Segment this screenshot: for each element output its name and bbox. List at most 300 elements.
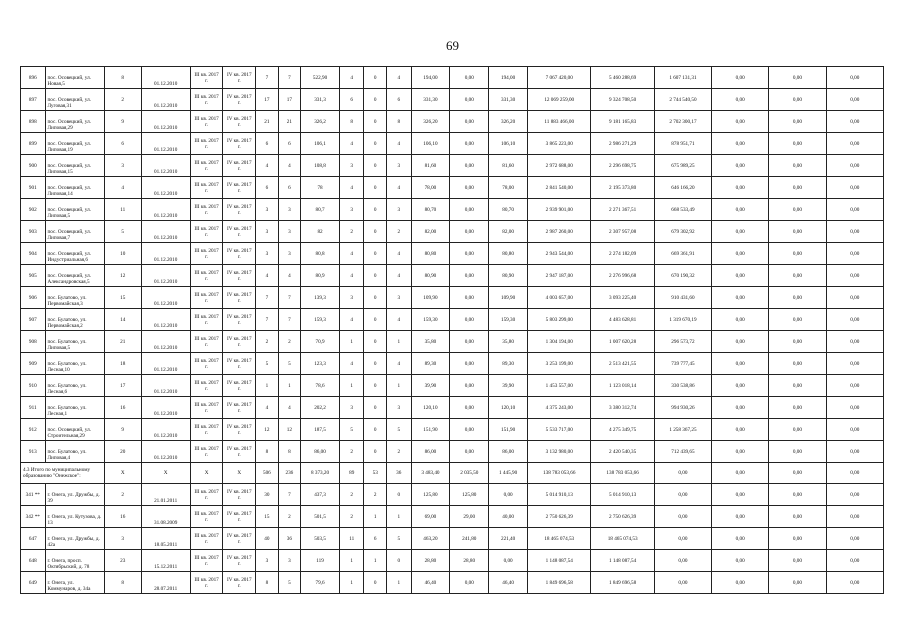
- cell-rooms-total: 6: [339, 89, 364, 111]
- cell-residents-total: 4: [256, 397, 278, 419]
- cell-area-total: 501,5: [301, 506, 340, 528]
- table-row: [21, 419, 884, 441]
- cell-cost-municipal: 0,00: [712, 199, 769, 221]
- cell-row-number: 909: [21, 353, 46, 375]
- cell-area-total: 78: [301, 177, 340, 199]
- cell-cost-municipal: 0,00: [712, 353, 769, 375]
- cell-recognition-date: 01.12.2010: [141, 67, 190, 89]
- cell-residents-to-resettle: 17: [278, 89, 300, 111]
- cell-rooms-private: 0: [364, 572, 386, 594]
- cell-address: пос. Осовецкий, ул. Строительная,29: [45, 419, 104, 441]
- cell-cost-municipal: 0,00: [712, 528, 769, 550]
- cell-area-total: 82: [301, 221, 340, 243]
- cell-house-number: 6: [104, 133, 141, 155]
- cell-area-total: 437,3: [301, 484, 340, 506]
- cell-rooms-municipal: 4: [386, 243, 411, 265]
- cell-planned-end: IV кв. 2017 г.: [223, 331, 256, 353]
- cell-residents-to-resettle: 3: [278, 550, 300, 572]
- cell-planned-start: III кв. 2017 г.: [190, 155, 223, 177]
- cell-rooms-total: 5: [339, 419, 364, 441]
- cell-cost-total: 2 939 901,00: [528, 199, 591, 221]
- cell-residents-to-resettle: 7: [278, 309, 300, 331]
- cell-house-number: 9: [104, 419, 141, 441]
- table-row: [21, 287, 884, 309]
- page-number: 69: [446, 38, 459, 53]
- cell-row-number: 341 **: [21, 484, 46, 506]
- cell-cost-other: 0,00: [769, 375, 826, 397]
- cell-area-private: 0,00: [450, 287, 489, 309]
- cell-residents-total: 5: [256, 353, 278, 375]
- cell-area-total: 80,9: [301, 265, 340, 287]
- cell-area-private: 0,00: [450, 353, 489, 375]
- cell-area-municipal: 221,40: [489, 528, 528, 550]
- table-row: [21, 133, 884, 155]
- cell-rooms-municipal: 5: [386, 528, 411, 550]
- cell-cost-fund: 2 750 626,39: [591, 506, 654, 528]
- cell-cost-municipal: 0,00: [712, 221, 769, 243]
- cell-cost-extra: 0,00: [826, 375, 883, 397]
- cell-recognition-date: 21.01.2011: [141, 484, 190, 506]
- cell-area-resettled: 89,30: [411, 353, 450, 375]
- cell-address: пос. Осовецкий, ул. Липовая,19: [45, 133, 104, 155]
- cell-house-number: 9: [104, 111, 141, 133]
- cell-area-total: 106,1: [301, 133, 340, 155]
- cell-area-municipal: 80,70: [489, 199, 528, 221]
- cell-cost-region: 330 538,86: [654, 375, 711, 397]
- cell-cost-extra: 0,00: [826, 287, 883, 309]
- cell-cost-total: 1 849 696,58: [528, 572, 591, 594]
- cell-area-private: 0,00: [450, 199, 489, 221]
- cell-planned-start: III кв. 2017 г.: [190, 353, 223, 375]
- cell-area-municipal: 35,80: [489, 331, 528, 353]
- cell-planned-end: IV кв. 2017 г.: [223, 309, 256, 331]
- cell-house-number: 16: [104, 397, 141, 419]
- cell-cost-fund: 1 148 087,54: [591, 550, 654, 572]
- cell-residents-total: 17: [256, 89, 278, 111]
- cell-cost-extra: 0,00: [826, 397, 883, 419]
- cell-recognition-date: 31.08.2009: [141, 506, 190, 528]
- cell-rooms-private: 0: [364, 309, 386, 331]
- cell-cost-extra: 0,00: [826, 177, 883, 199]
- cell-cost-other: 0,00: [769, 287, 826, 309]
- cell-cost-municipal: 0,00: [712, 572, 769, 594]
- cell-recognition-date: 18.05.2011: [141, 528, 190, 550]
- cell-residents-total: 7: [256, 309, 278, 331]
- cell-rooms-total: 2: [339, 506, 364, 528]
- cell-planned-end: IV кв. 2017 г.: [223, 89, 256, 111]
- cell-planned-start: III кв. 2017 г.: [190, 550, 223, 572]
- cell-cost-region: 679 302,92: [654, 221, 711, 243]
- cell-recognition-date: X: [141, 463, 190, 484]
- cell-cost-municipal: 0,00: [712, 287, 769, 309]
- cell-house-number: X: [104, 463, 141, 484]
- cell-rooms-total: 1: [339, 572, 364, 594]
- cell-area-total: 86,00: [301, 441, 340, 463]
- cell-area-municipal: 86,00: [489, 441, 528, 463]
- cell-cost-other: 0,00: [769, 111, 826, 133]
- cell-address: пос. Булатово, ул. Первомайская,2: [45, 309, 104, 331]
- cell-rooms-total: 4: [339, 265, 364, 287]
- cell-area-private: 0,00: [450, 331, 489, 353]
- cell-rooms-total: 2: [339, 484, 364, 506]
- cell-cost-municipal: 0,00: [712, 375, 769, 397]
- cell-cost-total: 3 132 980,00: [528, 441, 591, 463]
- cell-planned-start: III кв. 2017 г.: [190, 89, 223, 111]
- cell-row-number: 906: [21, 287, 46, 309]
- cell-area-total: 187,5: [301, 419, 340, 441]
- cell-cost-extra: 0,00: [826, 265, 883, 287]
- cell-address: пос. Булатово, ул. Лесная,6: [45, 375, 104, 397]
- cell-house-number: 4: [104, 177, 141, 199]
- cell-rooms-private: 0: [364, 177, 386, 199]
- cell-cost-fund: 2 307 957,08: [591, 221, 654, 243]
- cell-area-private: 0,00: [450, 419, 489, 441]
- cell-area-private: 125,80: [450, 484, 489, 506]
- table-row: [21, 67, 884, 89]
- cell-cost-municipal: 0,00: [712, 265, 769, 287]
- cell-rooms-private: 6: [364, 528, 386, 550]
- cell-planned-end: IV кв. 2017 г.: [223, 375, 256, 397]
- cell-rooms-municipal: 4: [386, 353, 411, 375]
- cell-recognition-date: 01.12.2010: [141, 331, 190, 353]
- cell-area-municipal: 39,90: [489, 375, 528, 397]
- cell-area-private: 0,00: [450, 243, 489, 265]
- cell-residents-to-resettle: 7: [278, 287, 300, 309]
- cell-planned-end: IV кв. 2017 г.: [223, 528, 256, 550]
- cell-planned-end: IV кв. 2017 г.: [223, 221, 256, 243]
- cell-area-resettled: 151,90: [411, 419, 450, 441]
- cell-area-total: 202,2: [301, 397, 340, 419]
- cell-cost-fund: 2 276 996,68: [591, 265, 654, 287]
- cell-planned-end: IV кв. 2017 г.: [223, 243, 256, 265]
- cell-rooms-total: 4: [339, 353, 364, 375]
- cell-cost-fund: 3 380 312,74: [591, 397, 654, 419]
- cell-area-resettled: 46,40: [411, 572, 450, 594]
- cell-cost-fund: 9 324 708,50: [591, 89, 654, 111]
- cell-cost-extra: 0,00: [826, 111, 883, 133]
- cell-cost-total: 5 803 299,00: [528, 309, 591, 331]
- cell-rooms-private: 0: [364, 67, 386, 89]
- cell-cost-fund: 5 460 288,69: [591, 67, 654, 89]
- cell-rooms-total: 4: [339, 243, 364, 265]
- cell-area-private: 0,00: [450, 89, 489, 111]
- cell-area-total: 78,6: [301, 375, 340, 397]
- cell-planned-start: III кв. 2017 г.: [190, 243, 223, 265]
- cell-area-resettled: 28,80: [411, 550, 450, 572]
- cell-cost-region: 1 319 670,19: [654, 309, 711, 331]
- cell-rooms-municipal: 0: [386, 484, 411, 506]
- cell-area-municipal: 78,00: [489, 177, 528, 199]
- cell-area-total: 8 373,20: [301, 463, 340, 484]
- cell-planned-end: IV кв. 2017 г.: [223, 484, 256, 506]
- cell-cost-region: 0,00: [654, 506, 711, 528]
- cell-rooms-total: 4: [339, 67, 364, 89]
- cell-cost-fund: 9 181 165,83: [591, 111, 654, 133]
- cell-rooms-municipal: 4: [386, 265, 411, 287]
- cell-address: пос. Осовецкий, ул. Липовая,29: [45, 111, 104, 133]
- cell-cost-municipal: 0,00: [712, 484, 769, 506]
- cell-area-total: 108,8: [301, 155, 340, 177]
- cell-area-private: 0,00: [450, 111, 489, 133]
- table-row: [21, 528, 884, 550]
- table-row: [21, 177, 884, 199]
- cell-residents-total: 3: [256, 550, 278, 572]
- cell-cost-municipal: 0,00: [712, 463, 769, 484]
- cell-rooms-total: 4: [339, 177, 364, 199]
- cell-cost-region: 910 431,60: [654, 287, 711, 309]
- cell-cost-extra: 0,00: [826, 155, 883, 177]
- total-label: 4.3 Итого по муниципальному образованию "Онежское":: [21, 463, 105, 484]
- cell-cost-total: 5 014 910,13: [528, 484, 591, 506]
- cell-address: пос. Осовецкий, ул. Липовая,7: [45, 221, 104, 243]
- cell-cost-municipal: 0,00: [712, 243, 769, 265]
- cell-rooms-total: 3: [339, 397, 364, 419]
- cell-area-municipal: 1 445,90: [489, 463, 528, 484]
- cell-house-number: 16: [104, 506, 141, 528]
- cell-residents-to-resettle: 8: [278, 441, 300, 463]
- cell-house-number: 23: [104, 550, 141, 572]
- cell-cost-total: 2 750 626,39: [528, 506, 591, 528]
- cell-planned-start: III кв. 2017 г.: [190, 375, 223, 397]
- cell-cost-region: 296 573,72: [654, 331, 711, 353]
- cell-residents-total: 4: [256, 265, 278, 287]
- cell-area-total: 70,9: [301, 331, 340, 353]
- cell-area-resettled: 194,00: [411, 67, 450, 89]
- cell-rooms-private: 0: [364, 111, 386, 133]
- cell-cost-municipal: 0,00: [712, 155, 769, 177]
- cell-area-total: 123,3: [301, 353, 340, 375]
- cell-cost-municipal: 0,00: [712, 67, 769, 89]
- cell-cost-extra: 0,00: [826, 528, 883, 550]
- cell-cost-fund: 2 274 182,09: [591, 243, 654, 265]
- cell-rooms-total: 2: [339, 441, 364, 463]
- cell-cost-other: 0,00: [769, 550, 826, 572]
- cell-planned-start: III кв. 2017 г.: [190, 287, 223, 309]
- cell-area-total: 331,3: [301, 89, 340, 111]
- cell-area-private: 2 035,50: [450, 463, 489, 484]
- cell-rooms-municipal: 4: [386, 133, 411, 155]
- cell-cost-other: 0,00: [769, 331, 826, 353]
- cell-recognition-date: 01.12.2010: [141, 199, 190, 221]
- cell-planned-end: IV кв. 2017 г.: [223, 177, 256, 199]
- cell-area-municipal: 40,00: [489, 506, 528, 528]
- cell-area-private: 0,00: [450, 221, 489, 243]
- cell-residents-to-resettle: 4: [278, 397, 300, 419]
- table-row: [21, 484, 884, 506]
- cell-residents-total: 8: [256, 441, 278, 463]
- cell-rooms-private: 0: [364, 243, 386, 265]
- cell-area-resettled: 80,90: [411, 265, 450, 287]
- cell-recognition-date: 01.12.2010: [141, 309, 190, 331]
- cell-residents-total: 7: [256, 287, 278, 309]
- cell-area-total: 326,2: [301, 111, 340, 133]
- cell-area-total: 119: [301, 550, 340, 572]
- cell-cost-region: 670 190,32: [654, 265, 711, 287]
- cell-area-municipal: 109,90: [489, 287, 528, 309]
- cell-area-total: 79,6: [301, 572, 340, 594]
- cell-recognition-date: 01.12.2010: [141, 111, 190, 133]
- cell-area-private: 0,00: [450, 133, 489, 155]
- cell-area-resettled: 78,00: [411, 177, 450, 199]
- cell-row-number: 905: [21, 265, 46, 287]
- cell-residents-to-resettle: 236: [278, 463, 300, 484]
- cell-cost-fund: 4 275 349,75: [591, 419, 654, 441]
- cell-recognition-date: 01.12.2010: [141, 89, 190, 111]
- cell-rooms-municipal: 1: [386, 572, 411, 594]
- cell-cost-region: 878 951,71: [654, 133, 711, 155]
- cell-row-number: 907: [21, 309, 46, 331]
- cell-area-private: 0,00: [450, 177, 489, 199]
- cell-cost-total: 4 375 243,00: [528, 397, 591, 419]
- cell-cost-total: 5 533 717,00: [528, 419, 591, 441]
- cell-cost-total: 1 304 194,00: [528, 331, 591, 353]
- cell-recognition-date: 01.12.2010: [141, 133, 190, 155]
- cell-rooms-municipal: 5: [386, 419, 411, 441]
- cell-house-number: 8: [104, 67, 141, 89]
- cell-recognition-date: 01.12.2010: [141, 177, 190, 199]
- cell-area-municipal: 80,90: [489, 265, 528, 287]
- cell-address: г. Онега, ул. Дружбы, д. 42а: [45, 528, 104, 550]
- cell-residents-total: 4: [256, 155, 278, 177]
- cell-area-resettled: 125,80: [411, 484, 450, 506]
- cell-rooms-municipal: 1: [386, 375, 411, 397]
- cell-cost-extra: 0,00: [826, 463, 883, 484]
- cell-rooms-total: 11: [339, 528, 364, 550]
- cell-recognition-date: 01.12.2010: [141, 155, 190, 177]
- cell-area-private: 0,00: [450, 572, 489, 594]
- cell-address: г. Онега, ул. Кутузова, д. 13: [45, 506, 104, 528]
- cell-address: пос. Осовецкий, ул. Липовая,14: [45, 177, 104, 199]
- cell-planned-start: III кв. 2017 г.: [190, 441, 223, 463]
- cell-cost-municipal: 0,00: [712, 111, 769, 133]
- cell-area-municipal: 331,30: [489, 89, 528, 111]
- cell-residents-total: 3: [256, 199, 278, 221]
- cell-cost-extra: 0,00: [826, 243, 883, 265]
- cell-cost-extra: 0,00: [826, 67, 883, 89]
- cell-area-resettled: 81,60: [411, 155, 450, 177]
- cell-planned-start: III кв. 2017 г.: [190, 309, 223, 331]
- cell-area-resettled: 3 483,40: [411, 463, 450, 484]
- cell-address: пос. Булатово, ул. Липовая,5: [45, 331, 104, 353]
- cell-area-municipal: 326,20: [489, 111, 528, 133]
- cell-residents-total: 12: [256, 419, 278, 441]
- cell-row-number: 903: [21, 221, 46, 243]
- cell-planned-end: IV кв. 2017 г.: [223, 265, 256, 287]
- cell-area-municipal: 194,00: [489, 67, 528, 89]
- cell-cost-region: 668 533,49: [654, 199, 711, 221]
- table-row: [21, 397, 884, 419]
- cell-area-municipal: 82,00: [489, 221, 528, 243]
- cell-cost-region: 0,00: [654, 528, 711, 550]
- cell-area-total: 139,3: [301, 287, 340, 309]
- cell-residents-total: 8: [256, 572, 278, 594]
- cell-cost-other: 0,00: [769, 243, 826, 265]
- cell-residents-to-resettle: 21: [278, 111, 300, 133]
- cell-rooms-municipal: 6: [386, 89, 411, 111]
- table-row: [21, 265, 884, 287]
- cell-cost-other: 0,00: [769, 419, 826, 441]
- cell-cost-other: 0,00: [769, 265, 826, 287]
- cell-recognition-date: 01.12.2010: [141, 441, 190, 463]
- cell-rooms-municipal: 3: [386, 397, 411, 419]
- cell-planned-end: IV кв. 2017 г.: [223, 506, 256, 528]
- cell-cost-region: 1 258 367,25: [654, 419, 711, 441]
- cell-rooms-total: 8: [339, 111, 364, 133]
- cell-row-number: 912: [21, 419, 46, 441]
- cell-rooms-private: 0: [364, 331, 386, 353]
- cell-cost-other: 0,00: [769, 177, 826, 199]
- cell-rooms-private: 0: [364, 199, 386, 221]
- cell-cost-extra: 0,00: [826, 221, 883, 243]
- cell-residents-to-resettle: 6: [278, 133, 300, 155]
- table-row: [21, 309, 884, 331]
- cell-planned-end: IV кв. 2017 г.: [223, 397, 256, 419]
- cell-area-municipal: 89,30: [489, 353, 528, 375]
- cell-residents-to-resettle: 12: [278, 419, 300, 441]
- cell-cost-total: 7 067 420,00: [528, 67, 591, 89]
- cell-address: пос. Осовецкий, ул. Липовая,5: [45, 199, 104, 221]
- cell-planned-start: III кв. 2017 г.: [190, 265, 223, 287]
- cell-cost-region: 0,00: [654, 550, 711, 572]
- cell-cost-total: 3 253 199,00: [528, 353, 591, 375]
- cell-residents-total: 506: [256, 463, 278, 484]
- cell-cost-municipal: 0,00: [712, 177, 769, 199]
- cell-cost-total: 12 069 259,00: [528, 89, 591, 111]
- cell-residents-total: 3: [256, 243, 278, 265]
- cell-cost-region: 669 361,91: [654, 243, 711, 265]
- cell-rooms-municipal: 3: [386, 155, 411, 177]
- cell-rooms-municipal: 36: [386, 463, 411, 484]
- cell-area-resettled: 80,80: [411, 243, 450, 265]
- cell-recognition-date: 01.12.2010: [141, 375, 190, 397]
- cell-row-number: 902: [21, 199, 46, 221]
- cell-recognition-date: 01.12.2010: [141, 397, 190, 419]
- table-row: [21, 353, 884, 375]
- cell-area-private: 241,80: [450, 528, 489, 550]
- cell-address: г. Онега, просп. Октябрьский, д. 78: [45, 550, 104, 572]
- cell-cost-total: 11 883 466,00: [528, 111, 591, 133]
- cell-cost-other: 0,00: [769, 133, 826, 155]
- cell-cost-total: 138 783 053,66: [528, 463, 591, 484]
- cell-cost-region: 675 989,25: [654, 155, 711, 177]
- table-row: [21, 550, 884, 572]
- cell-area-resettled: 35,80: [411, 331, 450, 353]
- cell-cost-fund: 2 271 367,51: [591, 199, 654, 221]
- cell-address: пос. Булатово, ул. Лесная,1: [45, 397, 104, 419]
- cell-house-number: 21: [104, 331, 141, 353]
- cell-rooms-municipal: 0: [386, 550, 411, 572]
- cell-cost-municipal: 0,00: [712, 441, 769, 463]
- cell-planned-end: IV кв. 2017 г.: [223, 199, 256, 221]
- cell-rooms-private: 0: [364, 397, 386, 419]
- cell-cost-fund: 2 513 421,55: [591, 353, 654, 375]
- cell-planned-start: III кв. 2017 г.: [190, 199, 223, 221]
- cell-area-resettled: 69,00: [411, 506, 450, 528]
- cell-cost-region: 0,00: [654, 572, 711, 594]
- cell-residents-total: 21: [256, 111, 278, 133]
- cell-planned-start: III кв. 2017 г.: [190, 572, 223, 594]
- cell-cost-total: 2 841 540,00: [528, 177, 591, 199]
- cell-area-resettled: 39,90: [411, 375, 450, 397]
- cell-row-number: 898: [21, 111, 46, 133]
- cell-planned-start: III кв. 2017 г.: [190, 528, 223, 550]
- cell-area-private: 0,00: [450, 155, 489, 177]
- cell-cost-municipal: 0,00: [712, 133, 769, 155]
- cell-residents-total: 7: [256, 67, 278, 89]
- cell-cost-other: 0,00: [769, 506, 826, 528]
- cell-planned-start: III кв. 2017 г.: [190, 331, 223, 353]
- cell-address: г. Онега, ул. Коммунаров, д. 34а: [45, 572, 104, 594]
